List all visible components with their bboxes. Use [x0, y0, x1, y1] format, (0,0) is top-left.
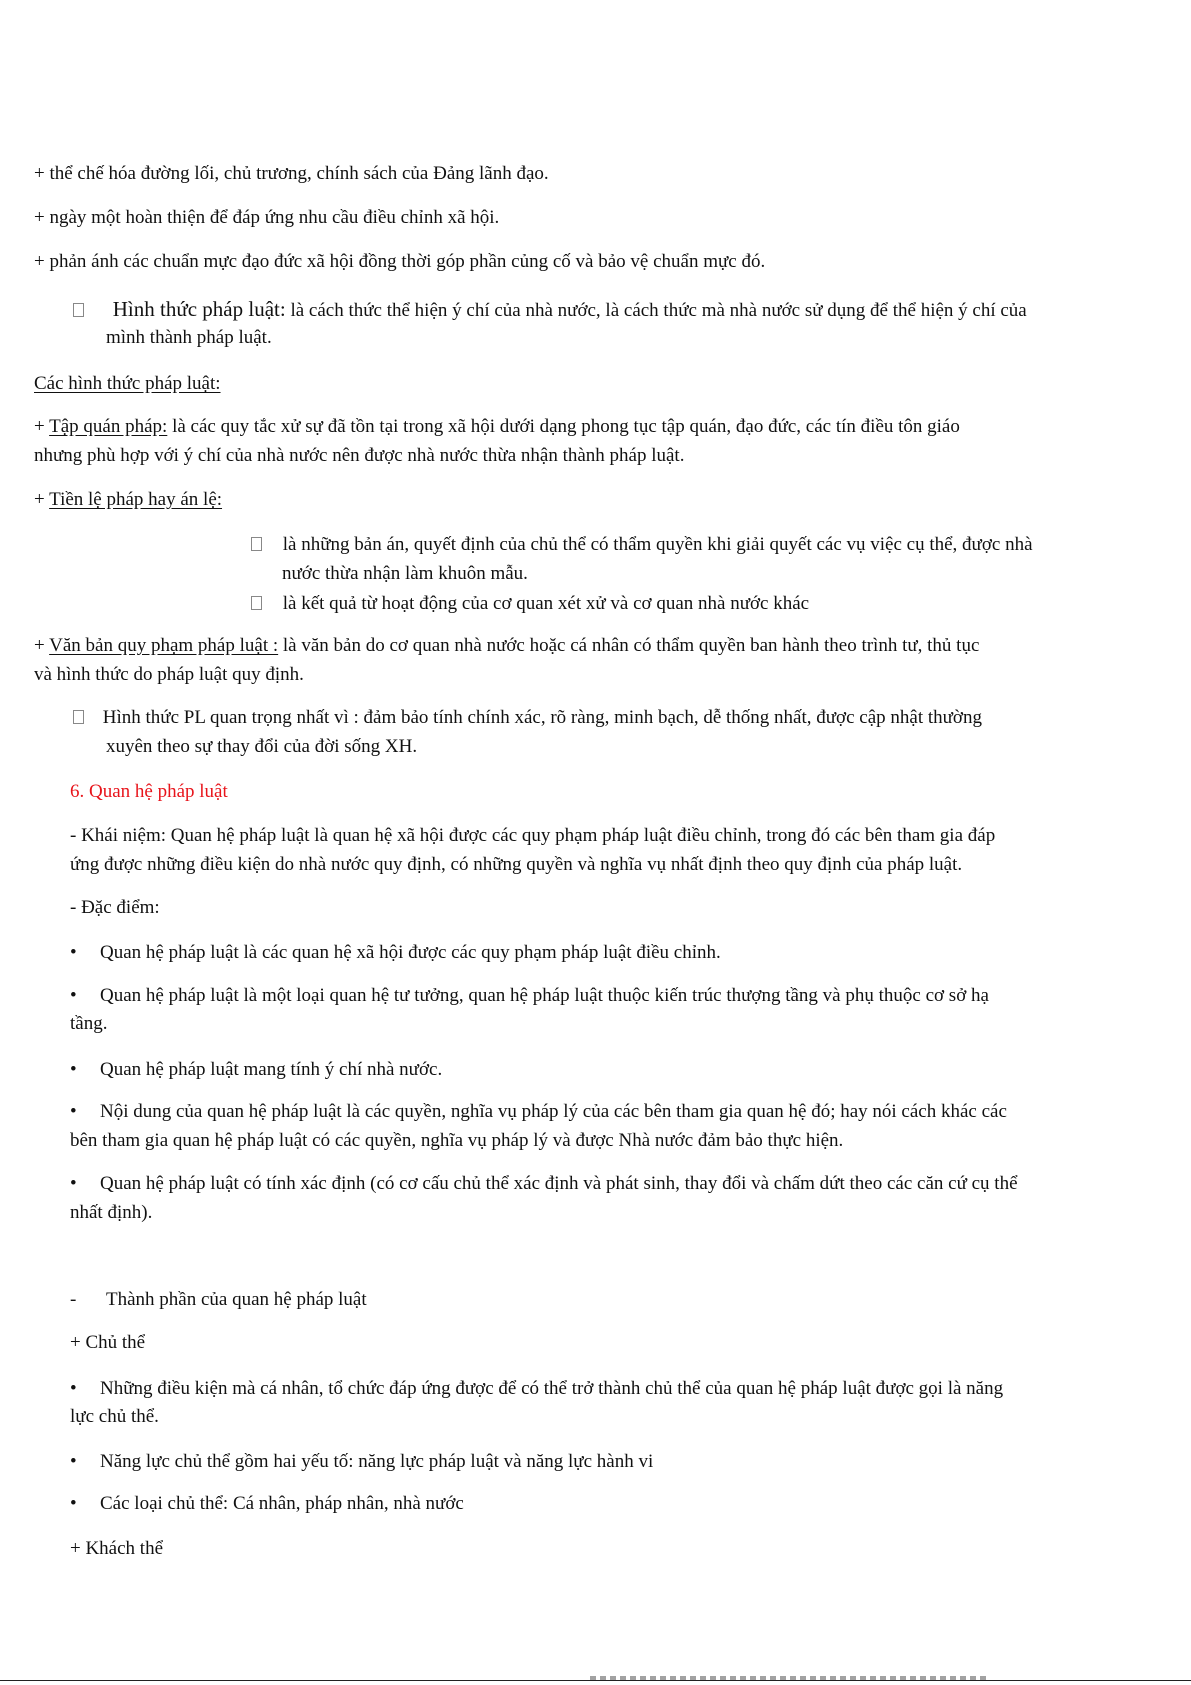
- bullet-item: • Năng lực chủ thể gồm hai yếu tố: năng lực pháp luật và năng lực hành vi: [70, 1449, 653, 1475]
- bullet-icon: •: [70, 1101, 77, 1122]
- bullet-item: • Quan hệ pháp luật có tính xác định (có cơ cấu chủ thể xác định và phát sinh, thay đổi và chấm dứt theo các căn cứ cụ thể: [70, 1171, 1018, 1197]
- list-item: là kết quả từ hoạt động của cơ quan xét xử và cơ quan nhà nước khác: [251, 591, 809, 617]
- paragraph-line: ứng được những điều kiện do nhà nước quy định, có những quyền và nghĩa vụ nhất định theo quy định của pháp luật.: [70, 854, 963, 875]
- checkbox-glyph-icon: [73, 303, 84, 317]
- footer-rule: [0, 1680, 1191, 1681]
- bullet-item: • Quan hệ pháp luật là các quan hệ xã hội được các quy phạm pháp luật điều chỉnh.: [70, 940, 721, 966]
- term-heading: Tiền lệ pháp hay án lệ:: [49, 489, 223, 510]
- paragraph-line: nước thừa nhận làm khuôn mẫu.: [282, 563, 528, 584]
- bullet-icon: •: [70, 1451, 77, 1472]
- subsection-heading: + Chủ thể: [70, 1332, 146, 1353]
- paragraph-line: + Văn bản quy phạm pháp luật : là văn bản do cơ quan nhà nước hoặc cá nhân có thẩm quyền ban hành theo trình tư, thủ tục: [34, 635, 980, 656]
- bullet-icon: •: [70, 1173, 77, 1194]
- paragraph-line: + thể chế hóa đường lối, chủ trương, chính sách của Đảng lãnh đạo.: [34, 163, 549, 184]
- paragraph-line: bên tham gia quan hệ pháp luật có các quyền, nghĩa vụ pháp lý và được Nhà nước đảm bảo thực hiện.: [70, 1130, 844, 1151]
- paragraph-line: mình thành pháp luật.: [106, 327, 272, 348]
- dash-icon: -: [70, 1289, 77, 1310]
- paragraph-line: nhất định).: [70, 1202, 153, 1223]
- paragraph-line: - Đặc điểm:: [70, 897, 160, 918]
- bullet-item: • Quan hệ pháp luật mang tính ý chí nhà nước.: [70, 1057, 442, 1083]
- bullet-icon: •: [70, 1493, 77, 1514]
- paragraph-line: + Tập quán pháp: là các quy tắc xử sự đã tồn tại trong xã hội dưới dạng phong tục tập quán, đạo đức, các tín điều tôn giáo: [34, 416, 960, 437]
- term-heading: Văn bản quy phạm pháp luật :: [49, 635, 279, 656]
- checkbox-glyph-icon: [251, 537, 262, 551]
- bullet-icon: •: [70, 1059, 77, 1080]
- definition-line: [73, 296, 1027, 324]
- section-heading: Các hình thức pháp luật:: [34, 373, 221, 394]
- checkbox-glyph-icon: [73, 710, 84, 724]
- paragraph-line: lực chủ thể.: [70, 1406, 159, 1427]
- paragraph-line: - Khái niệm: Quan hệ pháp luật là quan hệ xã hội được các quy phạm pháp luật điều chỉnh, trong đó các bên tham gia đáp: [70, 825, 996, 846]
- section-title: 6. Quan hệ pháp luật: [70, 781, 228, 802]
- paragraph-line: + Tiền lệ pháp hay án lệ:: [34, 489, 223, 510]
- list-item: - Thành phần của quan hệ pháp luật: [70, 1287, 367, 1313]
- list-item: là những bản án, quyết định của chủ thể có thẩm quyền khi giải quyết các vụ việc cụ thể, được nhà: [251, 532, 1033, 558]
- list-item: Hình thức PL quan trọng nhất vì : đảm bảo tính chính xác, rõ ràng, minh bạch, dễ thống nhất, được cập nhật thường: [73, 705, 982, 731]
- paragraph-line: + phản ánh các chuẩn mực đạo đức xã hội đồng thời góp phần củng cố và bảo vệ chuẩn mực đó.: [34, 251, 766, 272]
- subsection-heading: + Khách thể: [70, 1538, 164, 1559]
- paragraph-line: tầng.: [70, 1013, 108, 1034]
- bullet-item: • Các loại chủ thể: Cá nhân, pháp nhân, nhà nước: [70, 1491, 464, 1517]
- paragraph-line: + ngày một hoàn thiện để đáp ứng nhu cầu điều chỉnh xã hội.: [34, 207, 500, 228]
- paragraph-line: và hình thức do pháp luật quy định.: [34, 664, 304, 685]
- term-definition: là cách thức thể hiện ý chí của nhà nước, là cách thức mà nhà nước sử dụng để thể hiện ý chí của: [285, 300, 1027, 321]
- paragraph-line: nhưng phù hợp với ý chí của nhà nước nên được nhà nước thừa nhận thành pháp luật.: [34, 445, 685, 466]
- term-heading: Hình thức pháp luật:: [112, 297, 286, 321]
- term-heading: Tập quán pháp:: [49, 416, 168, 437]
- bullet-icon: •: [70, 1378, 77, 1399]
- bullet-icon: •: [70, 985, 77, 1006]
- bullet-item: • Nội dung của quan hệ pháp luật là các quyền, nghĩa vụ pháp lý của các bên tham gia quan hệ đó; hay nói cách khác các: [70, 1099, 1007, 1125]
- bullet-item: • Quan hệ pháp luật là một loại quan hệ tư tưởng, quan hệ pháp luật thuộc kiến trúc thượng tầng và phụ thuộc cơ sở hạ: [70, 983, 989, 1009]
- bullet-icon: •: [70, 942, 77, 963]
- paragraph-line: xuyên theo sự thay đổi của đời sống XH.: [106, 736, 418, 757]
- checkbox-glyph-icon: [251, 596, 262, 610]
- bullet-item: • Những điều kiện mà cá nhân, tổ chức đáp ứng được để có thể trở thành chủ thể của quan hệ pháp luật được gọi là năng: [70, 1376, 1003, 1402]
